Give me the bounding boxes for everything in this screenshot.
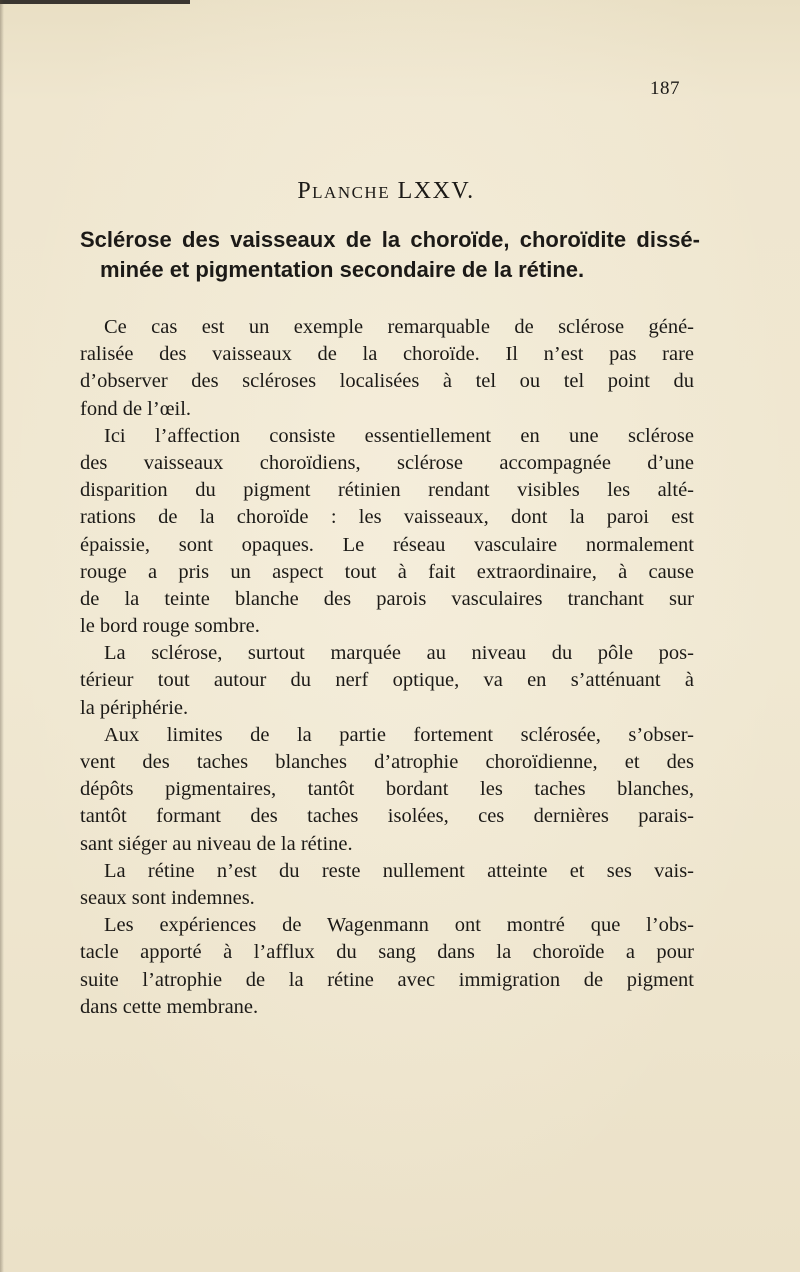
text-line: dépôts pigmentaires, tantôt bordant les taches blanches, (80, 778, 694, 801)
top-edge-rule (0, 0, 190, 4)
heading-line: minée et pigmentation secondaire de la rétine. (100, 257, 585, 282)
text-line: tantôt formant des taches isolées, ces dernières parais- (80, 805, 694, 828)
heading-line: Sclérose des vaisseaux de la choroïde, choroïdite dissé- (80, 227, 700, 252)
body-text (80, 314, 694, 1021)
text-line: d’observer des scléroses localisées à tel ou tel point du (80, 370, 694, 393)
text-line: sant siéger au niveau de la rétine. (80, 832, 353, 855)
text-line: de la teinte blanche des parois vasculaires tranchant sur (80, 587, 694, 610)
text-line: rouge a pris un aspect tout à fait extraordinaire, à cause (80, 560, 694, 583)
text-line: Les expériences de Wagenmann ont montré que l’obs- (104, 914, 694, 937)
text-line: épaissie, sont opaques. Le réseau vasculaire normalement (80, 533, 694, 556)
text-line: ralisée des vaisseaux de la choroïde. Il n’est pas rare (80, 343, 694, 366)
plate-title: Planche LXXV. (297, 178, 475, 204)
section-heading (80, 225, 700, 285)
text-line: Aux limites de la partie fortement sclérosée, s’obser- (104, 723, 694, 746)
text-line: disparition du pigment rétinien rendant visibles les alté- (80, 479, 694, 502)
text-line: la périphérie. (80, 696, 189, 719)
text-line: suite l’atrophie de la rétine avec immigration de pigment (80, 968, 694, 991)
text-line: La sclérose, surtout marquée au niveau du pôle pos- (104, 642, 694, 665)
text-line: térieur tout autour du nerf optique, va en s’atténuant à (80, 669, 694, 692)
text-line: seaux sont indemnes. (80, 886, 255, 909)
text-line: des vaisseaux choroïdiens, sclérose accompagnée d’une (80, 451, 694, 474)
text-line: Ce cas est un exemple remarquable de sclérose géné- (104, 316, 694, 338)
text-line: Ici l’affection consiste essentiellement en une sclérose (104, 424, 694, 447)
text-line: La rétine n’est du reste nullement atteinte et ses vais- (104, 859, 694, 882)
page-number: 187 (650, 78, 680, 99)
text-line: le bord rouge sombre. (80, 615, 260, 638)
text-line: dans cette membrane. (80, 995, 259, 1018)
text-line: fond de l’œil. (80, 397, 192, 420)
text-line: rations de la choroïde : les vaisseaux, dont la paroi est (80, 506, 694, 529)
text-line: vent des taches blanches d’atrophie choroïdienne, et des (80, 751, 694, 773)
text-line: tacle apporté à l’afflux du sang dans la choroïde a pour (80, 941, 694, 964)
